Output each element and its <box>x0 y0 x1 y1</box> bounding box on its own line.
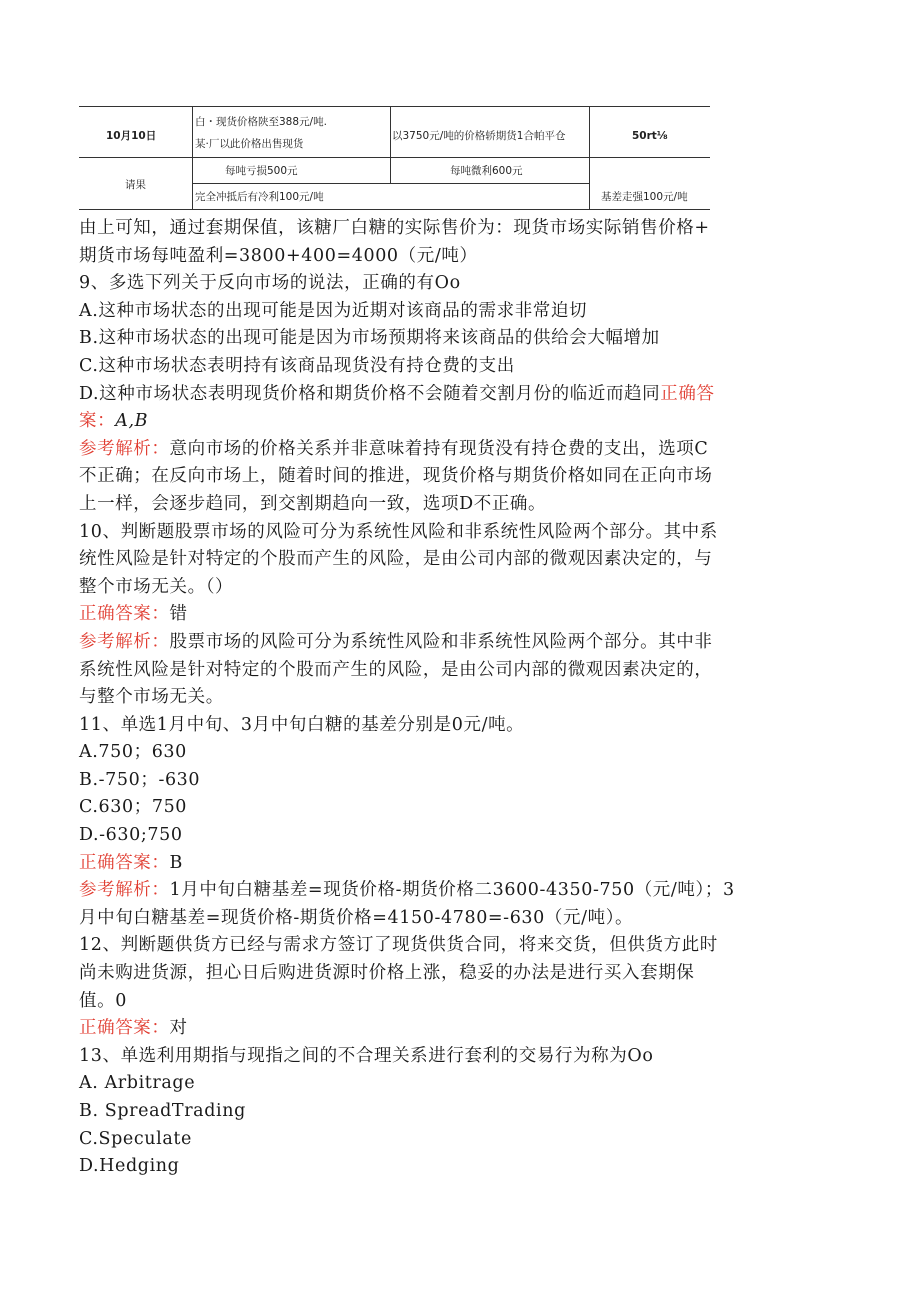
answer-label: 正确答案： <box>79 1018 170 1039</box>
explanation-label: 参考解析： <box>79 438 170 459</box>
text-line: 整个市场无关。（） <box>79 576 234 597</box>
hedging-result-table <box>79 106 710 210</box>
explanation-label: 参考解析： <box>79 631 170 652</box>
question-13-option-b: B. SpreadTrading <box>79 1101 246 1121</box>
question-11-answer <box>79 850 839 878</box>
question-12-answer <box>79 1015 839 1043</box>
answer-value: A,B <box>115 411 149 432</box>
table-spot-cell-line1: 白・现货价格陕至388元/吨. <box>195 116 327 128</box>
question-10-explanation: 参考解析：股票市场的风险可分为系统性风险和非系统性风险两个部分。其中非 <box>79 631 713 652</box>
text-line: 由上可知，通过套期保值，该糖厂白糖的实际售价为：现货市场实际销售价格+ <box>79 218 710 238</box>
text-line: 上一样，会逐步趋同，到交割期趋向一致，选项D不正确。 <box>79 493 547 514</box>
text-line: 系统性风险是针对特定的个股而产生的风险，是由公司内部的微观因素决定的， <box>79 659 713 680</box>
table-col-divider <box>192 106 193 210</box>
question-10-answer <box>79 601 839 629</box>
answer-value: B <box>169 852 183 873</box>
table-spot-cell-line2: 某·厂以此价格出售现货 <box>195 138 304 150</box>
question-9-explanation: 参考解析：意向市场的价格关系并非意味着持有现货没有持仓费的支出，选项C <box>79 438 709 459</box>
answer-label: 案： <box>79 411 116 432</box>
question-13-title: 13、单选利用期指与现指之间的不合理关系进行套利的交易行为称为Oo <box>79 1045 654 1066</box>
table-basis-change: 基差走强100元/吨 <box>601 191 688 203</box>
question-13-option-d: D.Hedging <box>79 1156 180 1177</box>
table-col-divider <box>589 106 590 210</box>
question-9-option-d: D.这种市场状态表明现货价格和期货价格不会随着交割月份的临近而趋同正确答 <box>79 383 715 404</box>
question-13-option-a: A. Arbitrage <box>79 1073 196 1094</box>
question-9-title: 9、多选下列关于反向市场的说法，正确的有Oo <box>79 273 461 294</box>
table-basis-cell: 50rt⅛ <box>632 130 668 142</box>
table-row-divider <box>79 157 710 158</box>
text-line: 不正确；在反向市场上，随着时间的推进，现货价格与期货价格如同在正向市场 <box>79 466 713 487</box>
table-top-rule <box>79 106 710 107</box>
question-11-option-d: D.-630;750 <box>79 825 183 846</box>
table-result-label: 请果 <box>125 179 146 191</box>
table-col-divider <box>390 106 391 184</box>
question-9-option-b: B.这种市场状态的出现可能是因为市场预期将来该商品的供给会大幅增加 <box>79 328 660 349</box>
question-11-explanation: 参考解析：1月中旬白糖基差=现货价格-期货价格二3600-4350-750（元/吨）；3 <box>79 880 735 901</box>
table-spot-offset: 完全冲抵后有冷利100元/吨 <box>195 191 324 203</box>
question-9-option-a: A.这种市场状态的出现可能是因为近期对该商品的需求非常迫切 <box>79 300 588 321</box>
text-line: 统性风险是针对特定的个股而产生的风险，是由公司内部的微观因素决定的，与 <box>79 549 713 570</box>
table-date-cell: 10月10日 <box>106 130 157 142</box>
question-11-title: 11、单选1月中旬、3月中旬白糖的基差分别是0元/吨。 <box>79 714 525 735</box>
question-9-answer <box>79 408 839 436</box>
answer-label: 正确答案： <box>79 852 170 873</box>
text-line: 尚未购进货源，担心日后购进货源时价格上涨，稳妥的办法是进行买入套期保 <box>79 963 695 984</box>
text-line: 月中旬白糖基差=现货价格-期货价格=4150-4780=-630（元/吨）。 <box>79 907 634 928</box>
text-line: 值。0 <box>79 990 127 1011</box>
table-futures-cell: 以3750元/吨的价格轿期货1合帕平仓 <box>392 130 566 142</box>
text-line: 期货市场每吨盈利=3800+400=4000（元/吨） <box>79 245 478 266</box>
text-line: 与整个市场无关。 <box>79 687 224 708</box>
explanation-label: 参考解析： <box>79 880 170 901</box>
table-bottom-rule <box>79 209 710 210</box>
question-9-option-c: C.这种市场状态表明持有该商品现货没有持仓费的支出 <box>79 355 515 376</box>
question-12-title: 12、判断题供货方已经与需求方签订了现货供货合同，将来交货，但供货方此时 <box>79 935 718 956</box>
question-11-option-a: A.750；630 <box>79 742 187 763</box>
question-11-option-b: B.-750；-630 <box>79 769 201 790</box>
answer-value: 错 <box>169 604 188 625</box>
table-spot-loss: 每吨亏损500元 <box>225 165 298 177</box>
answer-value: 对 <box>169 1018 188 1039</box>
answer-label: 正确答案： <box>79 604 170 625</box>
question-10-title: 10、判断题股票市场的风险可分为系统性风险和非系统性风险两个部分。其中系 <box>79 521 718 542</box>
question-11-option-c: C.630；750 <box>79 797 188 818</box>
answer-label: 正确答 <box>660 383 715 404</box>
table-futures-gain: 每吨微利600元 <box>450 165 523 177</box>
question-13-option-c: C.Speculate <box>79 1128 192 1149</box>
document-body <box>79 215 839 1181</box>
